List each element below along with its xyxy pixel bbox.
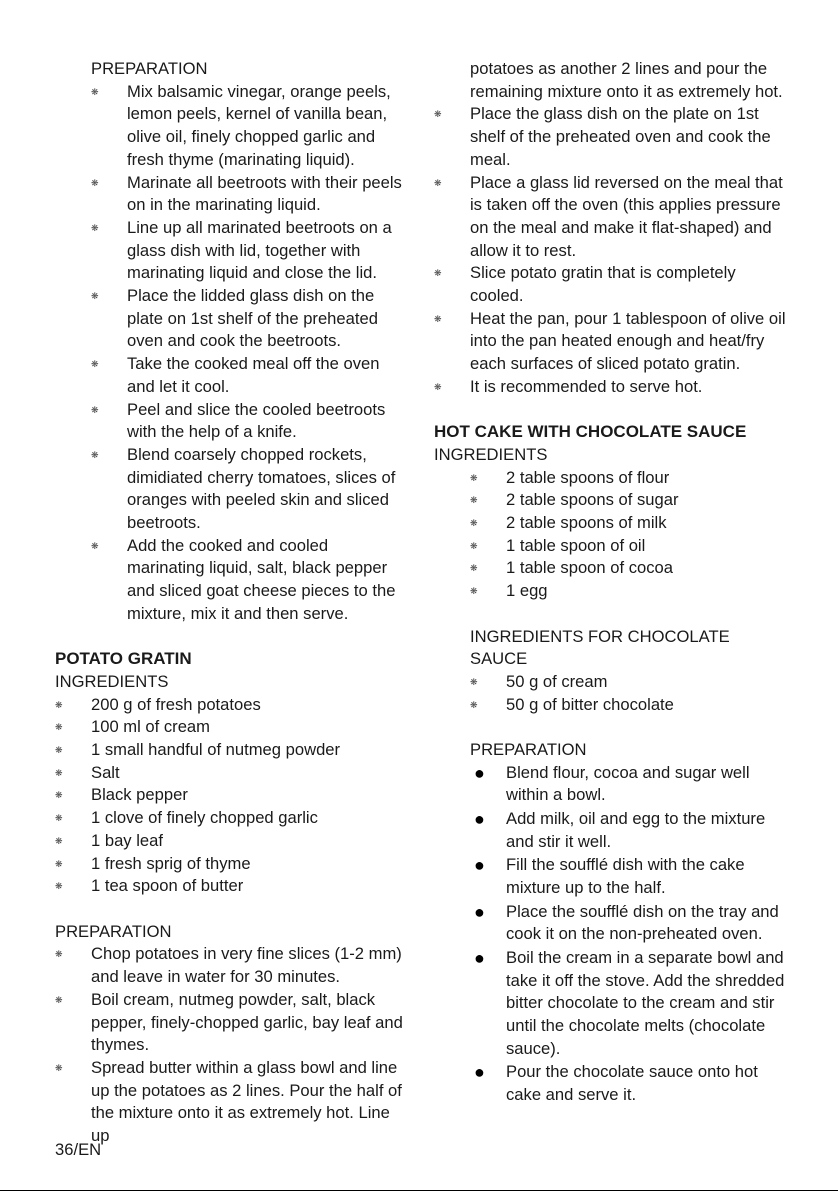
hot-cake-title: HOT CAKE WITH CHOCOLATE SAUCE xyxy=(434,422,747,442)
list-item xyxy=(434,376,789,399)
list-item-text: 1 table spoon of oil xyxy=(506,535,646,555)
list-item-text: Heat the pan, pour 1 tablespoon of olive oil into the pan heated enough and heat/fry each surfaces of sliced potato gratin. xyxy=(470,308,786,374)
bullet-dot-icon: ● xyxy=(474,947,485,968)
bullet-square-icon: ❋ xyxy=(470,495,478,506)
list-item-text: 100 ml of cream xyxy=(91,717,210,737)
cake-preparation-list xyxy=(434,762,789,1107)
list-item xyxy=(470,580,789,603)
list-item xyxy=(55,716,410,739)
cake-ingredients-heading: INGREDIENTS xyxy=(434,444,548,464)
page-number: 36/EN xyxy=(55,1140,102,1159)
list-item-text: Mix balsamic vinegar, orange peels, lemon peels, kernel of vanilla bean, olive oil, finely chopped garlic and fresh thyme (marinating liquid). xyxy=(127,81,391,169)
list-item xyxy=(91,217,410,285)
list-item xyxy=(55,784,410,807)
list-item-text: Blend flour, cocoa and sugar well within a bowl. xyxy=(506,762,750,805)
bullet-square-icon: ❋ xyxy=(434,381,442,392)
list-item xyxy=(470,512,789,535)
gratin-preparation-list xyxy=(55,943,410,1147)
bullet-square-icon: ❋ xyxy=(91,404,99,415)
list-item xyxy=(91,285,410,353)
bullet-square-icon: ❋ xyxy=(91,359,99,370)
list-item xyxy=(470,762,789,807)
list-item-text: Chop potatoes in very fine slices (1-2 mm) and leave in water for 30 minutes. xyxy=(91,944,402,987)
list-item xyxy=(91,444,410,535)
list-item-text: 2 table spoons of sugar xyxy=(506,490,679,510)
list-item-text: It is recommended to serve hot. xyxy=(470,376,703,396)
cake-preparation-heading: PREPARATION xyxy=(470,740,587,760)
list-item xyxy=(55,989,410,1057)
right-column xyxy=(434,58,789,1107)
bullet-square-icon: ❋ xyxy=(470,518,478,529)
bullet-square-icon: ❋ xyxy=(91,291,99,302)
bullet-square-icon: ❋ xyxy=(55,767,63,778)
list-item xyxy=(55,830,410,853)
list-item-text: Peel and slice the cooled beetroots with the help of a knife. xyxy=(127,399,386,442)
bullet-square-icon: ❋ xyxy=(470,699,478,710)
bullet-square-icon: ❋ xyxy=(434,313,442,324)
list-item xyxy=(55,853,410,876)
list-item xyxy=(470,671,789,694)
bullet-square-icon: ❋ xyxy=(434,177,442,188)
list-item xyxy=(470,694,789,717)
list-item-text: Add the cooked and cooled marinating liquid, salt, black pepper and sliced goat cheese pieces to the mixture, mix it and then serve. xyxy=(127,535,396,623)
bullet-dot-icon: ● xyxy=(474,762,485,783)
list-item-text: 50 g of cream xyxy=(506,671,608,691)
list-item xyxy=(91,172,410,217)
bullet-square-icon: ❋ xyxy=(55,790,63,801)
bullet-dot-icon: ● xyxy=(474,809,485,830)
bullet-square-icon: ❋ xyxy=(470,540,478,551)
left-column xyxy=(55,58,410,1148)
list-item-text: Blend coarsely chopped rockets, dimidiated cherry tomatoes, slices of oranges with peeled skin and sliced beetroots. xyxy=(127,444,396,533)
list-item-text: Marinate all beetroots with their peels on in the marinating liquid. xyxy=(127,172,402,215)
list-item-text: Add milk, oil and egg to the mixture and stir it well. xyxy=(506,809,766,851)
list-item-text: 1 tea spoon of butter xyxy=(91,876,244,896)
list-item-text: Line up all marinated beetroots on a glass dish with lid, together with marinating liquid and close the lid. xyxy=(127,217,392,283)
gratin-preparation-continued-list xyxy=(434,103,789,398)
bullet-square-icon: ❋ xyxy=(470,472,478,483)
sauce-ingredients-heading: INGREDIENTS FOR CHOCOLATE SAUCE xyxy=(470,626,730,669)
gratin-ingredients-heading: INGREDIENTS xyxy=(55,671,169,691)
bullet-dot-icon: ● xyxy=(474,1062,485,1083)
list-item-text: 2 table spoons of milk xyxy=(506,513,667,533)
list-item xyxy=(470,854,789,899)
bullet-square-icon: ❋ xyxy=(55,949,63,960)
list-item xyxy=(434,308,789,376)
list-item xyxy=(434,172,789,263)
list-item-text: 50 g of bitter chocolate xyxy=(506,694,674,714)
list-item-text: Place the lidded glass dish on the plate on 1st shelf of the preheated oven and cook the beetroots. xyxy=(127,286,378,351)
bullet-dot-icon: ● xyxy=(474,855,485,876)
list-item xyxy=(470,901,789,946)
list-item xyxy=(470,489,789,512)
bullet-square-icon: ❋ xyxy=(91,449,99,460)
bullet-square-icon: ❋ xyxy=(434,268,442,279)
gratin-continued-text: potatoes as another 2 lines and pour the remaining mixture onto it as extremely hot. xyxy=(470,59,783,101)
sauce-ingredients-list xyxy=(434,671,789,716)
list-item-text: Spread butter within a glass bowl and line up the potatoes as 2 lines. Pour the half of the mixture onto it as extremely hot. Line up xyxy=(91,1057,402,1146)
bullet-square-icon: ❋ xyxy=(91,540,99,551)
list-item xyxy=(470,1061,789,1106)
list-item xyxy=(470,467,789,490)
list-item-text: Take the cooked meal off the oven and let it cool. xyxy=(127,354,380,396)
list-item-text: Boil cream, nutmeg powder, salt, black pepper, finely-chopped garlic, bay leaf and thymes. xyxy=(91,989,403,1055)
bullet-square-icon: ❋ xyxy=(470,676,478,687)
list-item xyxy=(55,943,410,988)
list-item-text: 2 table spoons of flour xyxy=(506,467,670,487)
list-item-text: Pour the chocolate sauce onto hot cake and serve it. xyxy=(506,1062,758,1105)
list-item-text: Black pepper xyxy=(91,785,188,805)
list-item-text: 1 table spoon of cocoa xyxy=(506,558,673,578)
list-item xyxy=(434,103,789,171)
bullet-square-icon: ❋ xyxy=(55,813,63,824)
list-item xyxy=(55,739,410,762)
list-item xyxy=(55,694,410,717)
bullet-square-icon: ❋ xyxy=(55,835,63,846)
list-item xyxy=(91,535,410,626)
list-item-text: 1 clove of finely chopped garlic xyxy=(91,808,318,828)
gratin-ingredients-list xyxy=(55,694,410,898)
list-item-text: Place a glass lid reversed on the meal that is taken off the oven (this applies pressure on the meal and make it flat-shaped) and allow it to rest. xyxy=(470,172,783,260)
list-item xyxy=(55,875,410,898)
list-item-text: Fill the soufflé dish with the cake mixture up to the half. xyxy=(506,855,745,898)
list-item xyxy=(55,1057,410,1148)
bullet-square-icon: ❋ xyxy=(470,563,478,574)
bullet-square-icon: ❋ xyxy=(470,586,478,597)
list-item-text: Boil the cream in a separate bowl and take it off the stove. Add the shredded bitter chocolate to the cream and stir until the chocolate melts (chocolate sauce). xyxy=(506,947,785,1058)
bullet-square-icon: ❋ xyxy=(55,722,63,733)
potato-gratin-title: POTATO GRATIN xyxy=(55,649,192,669)
bullet-square-icon: ❋ xyxy=(91,222,99,233)
beetroot-preparation-heading: PREPARATION xyxy=(91,59,208,78)
list-item-text: Salt xyxy=(91,762,120,782)
beetroot-preparation-list xyxy=(55,81,410,626)
list-item xyxy=(55,807,410,830)
list-item-text: Place the soufflé dish on the tray and cook it on the non-preheated oven. xyxy=(506,901,779,944)
bullet-square-icon: ❋ xyxy=(55,745,63,756)
list-item-text: Place the glass dish on the plate on 1st shelf of the preheated oven and cook the meal. xyxy=(470,104,771,169)
list-item xyxy=(55,762,410,785)
cake-ingredients-list xyxy=(434,467,789,603)
bullet-square-icon: ❋ xyxy=(55,858,63,869)
bullet-square-icon: ❋ xyxy=(434,109,442,120)
list-item-text: 200 g of fresh potatoes xyxy=(91,694,261,714)
bullet-square-icon: ❋ xyxy=(55,881,63,892)
list-item-text: 1 small handful of nutmeg powder xyxy=(91,740,341,760)
list-item-text: 1 egg xyxy=(506,581,548,601)
bullet-square-icon: ❋ xyxy=(55,1062,63,1073)
bullet-square-icon: ❋ xyxy=(55,699,63,710)
list-item xyxy=(91,399,410,444)
list-item xyxy=(91,353,410,398)
bullet-square-icon: ❋ xyxy=(55,994,63,1005)
list-item xyxy=(434,262,789,307)
list-item-text: 1 fresh sprig of thyme xyxy=(91,853,251,873)
list-item xyxy=(470,535,789,558)
gratin-preparation-heading: PREPARATION xyxy=(55,921,172,941)
list-item xyxy=(470,557,789,580)
list-item xyxy=(470,947,789,1061)
list-item-text: Slice potato gratin that is completely cooled. xyxy=(470,263,736,306)
bullet-dot-icon: ● xyxy=(474,901,485,922)
bullet-square-icon: ❋ xyxy=(91,86,99,97)
list-item-text: 1 bay leaf xyxy=(91,830,163,850)
bullet-square-icon: ❋ xyxy=(91,177,99,188)
list-item xyxy=(91,81,410,172)
list-item xyxy=(470,808,789,853)
